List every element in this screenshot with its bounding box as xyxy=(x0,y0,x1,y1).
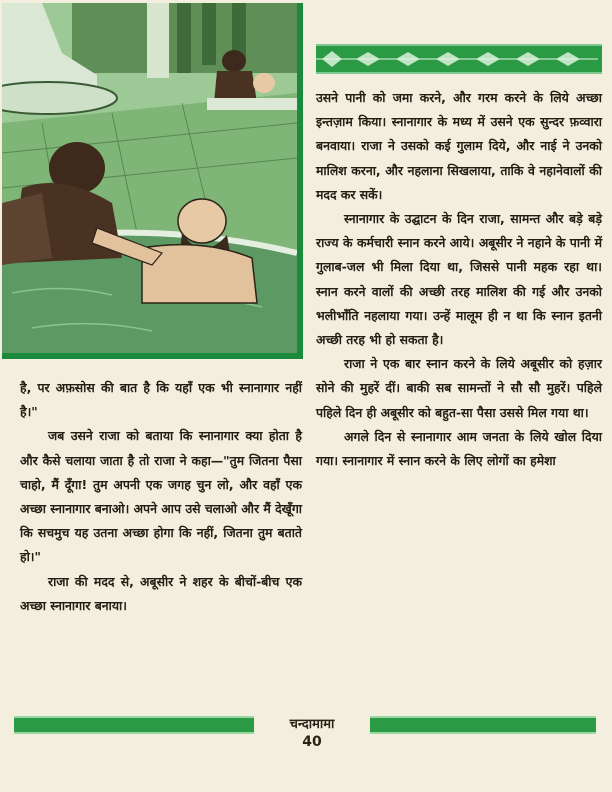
paragraph: राजा ने एक बार स्नान करने के लिये अबूसीर को हज़ार सोने की मुहरें दीं। बाकी सब सामन्तों ने सौ सौ मुहरें। पहिले पहिले दिन ही अबूसीर को बहुत-सा पैसा उससे मिल गया था। xyxy=(316,356,602,420)
paragraph: राजा की मदद से, अबूसीर ने शहर के बीचों-बीच एक अच्छा स्नानागार बनाया। xyxy=(20,573,302,613)
paragraph: उसने पानी को जमा करने, और गरम करने के लिये अच्छा इन्तज़ाम किया। स्नानागार के मध्य में उसने एक सुन्दर फ़व्वारा बनवाया। राजा ने उसको कई गुलाम दिये, और नाई ने उनको मालिश करना, और नहलाना सिखलाया, ताकि वे नहानेवालों की मदद कर सकें। xyxy=(316,90,602,202)
paragraph: जब उसने राजा को बताया कि स्नानागार क्या होता है और कैसे चलाया जाता है तो राजा ने कहा—"तुम जितना पैसा चाहो, मैं दूँगा! तुम अपनी एक जगह चुन लो, और वहाँ एक अच्छा स्नानागार बनाओ। अपने आप उसे चलाओ और मैं देखूँगा कि सचमुच यह उतना अच्छा होगा कि नहीं, जितना तुम बताते हो।" xyxy=(20,428,302,565)
paragraph: है, पर अफ़सोस की बात है कि यहाँ एक भी स्नानागार नहीं है।" xyxy=(20,380,302,420)
bath-scene-illustration xyxy=(2,3,303,359)
article-left-column xyxy=(20,376,302,618)
decorative-banner xyxy=(316,44,602,74)
page-number: 40 xyxy=(302,734,322,750)
paragraph: स्नानागार के उद्घाटन के दिन राजा, सामन्त और बड़े बड़े राज्य के कर्मचारी स्नान करने आये। अबूसीर ने नहाने के पानी में गुलाब-जल भी मिला दिया था, जिससे पानी महक रहा था। स्नान करने वालों की अच्छी तरह मालिश की गई और उनको भलीभाँति नहलाया गया। उन्हें मालूम ही न था कि स्नान इतनी अच्छी तरह भी हो सकता है। xyxy=(316,211,602,348)
paragraph: अगले दिन से स्नानागार आम जनता के लिये खोल दिया गया। स्नानागार में स्नान करने के लिए लोगों का हमेशा xyxy=(316,428,602,469)
footer-ornament-left xyxy=(14,716,254,734)
article-right-column xyxy=(316,86,602,473)
footer-ornament-right xyxy=(370,716,596,734)
magazine-title: चन्दामामा xyxy=(289,717,335,732)
